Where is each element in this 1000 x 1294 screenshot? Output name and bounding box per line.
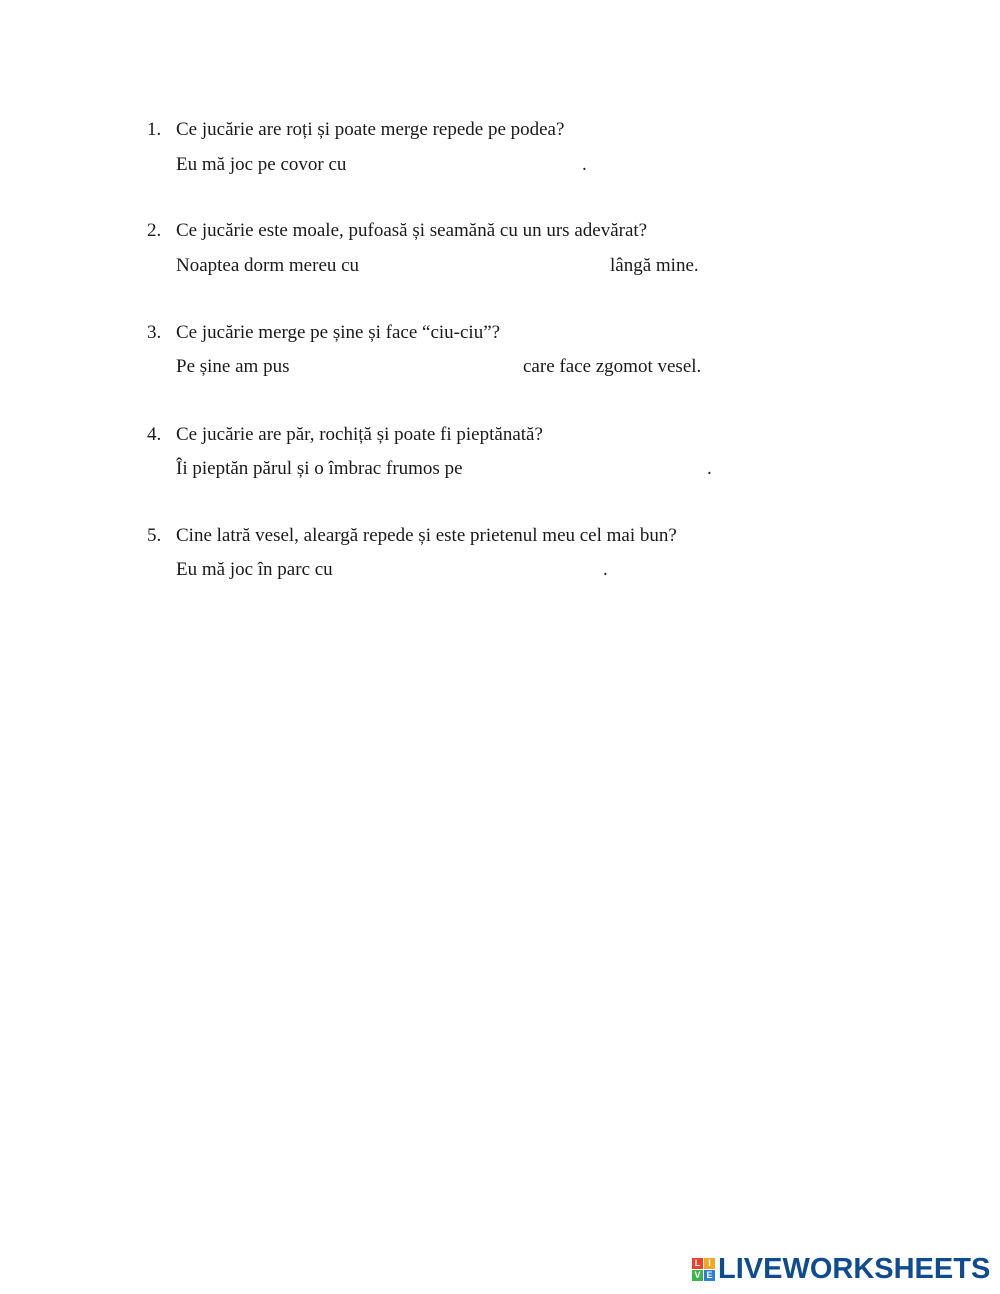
logo-letter: I bbox=[704, 1258, 715, 1269]
question-text: Cine latră vesel, aleargă repede și este prietenul meu cel mai bun? bbox=[176, 525, 677, 546]
question-number: 1. bbox=[147, 119, 162, 140]
answer-input-1[interactable] bbox=[356, 152, 580, 176]
question-text: Ce jucărie are păr, rochiță și poate fi pieptănată? bbox=[176, 424, 543, 445]
question-number: 2. bbox=[147, 220, 162, 241]
answer-input-3[interactable] bbox=[298, 354, 518, 378]
logo-letter: L bbox=[692, 1258, 703, 1269]
answer-text-before: Pe șine am pus bbox=[176, 356, 290, 377]
question-number: 3. bbox=[147, 322, 162, 343]
answer-text-after: . bbox=[707, 458, 712, 479]
question-text: Ce jucărie este moale, pufoasă și seamănă cu un urs adevărat? bbox=[176, 220, 648, 241]
question-number: 5. bbox=[147, 525, 162, 546]
question-text: Ce jucărie are roți și poate merge repede pe podea? bbox=[176, 119, 565, 140]
logo-wordmark: LIVEWORKSHEETS bbox=[718, 1252, 991, 1285]
question-number: 4. bbox=[147, 424, 162, 445]
logo-letter: E bbox=[704, 1270, 715, 1281]
live-blocks-icon bbox=[692, 1258, 715, 1281]
answer-text-after: . bbox=[582, 154, 587, 175]
question-text: Ce jucărie merge pe șine și face “ciu-ciu”? bbox=[176, 322, 501, 343]
answer-text-before: Eu mă joc pe covor cu bbox=[176, 154, 347, 175]
logo-letter: V bbox=[692, 1270, 703, 1281]
liveworksheets-logo[interactable] bbox=[692, 1254, 990, 1284]
answer-text-after: . bbox=[603, 559, 608, 580]
answer-text-after: lângă mine. bbox=[610, 255, 699, 276]
answer-text-after: care face zgomot vesel. bbox=[523, 356, 702, 377]
answer-input-4[interactable] bbox=[476, 456, 704, 480]
answer-input-2[interactable] bbox=[370, 253, 606, 277]
answer-input-5[interactable] bbox=[342, 557, 600, 581]
answer-text-before: Noaptea dorm mereu cu bbox=[176, 255, 360, 276]
answer-text-before: Eu mă joc în parc cu bbox=[176, 559, 333, 580]
answer-text-before: Îi pieptăn părul și o îmbrac frumos pe bbox=[176, 458, 463, 479]
